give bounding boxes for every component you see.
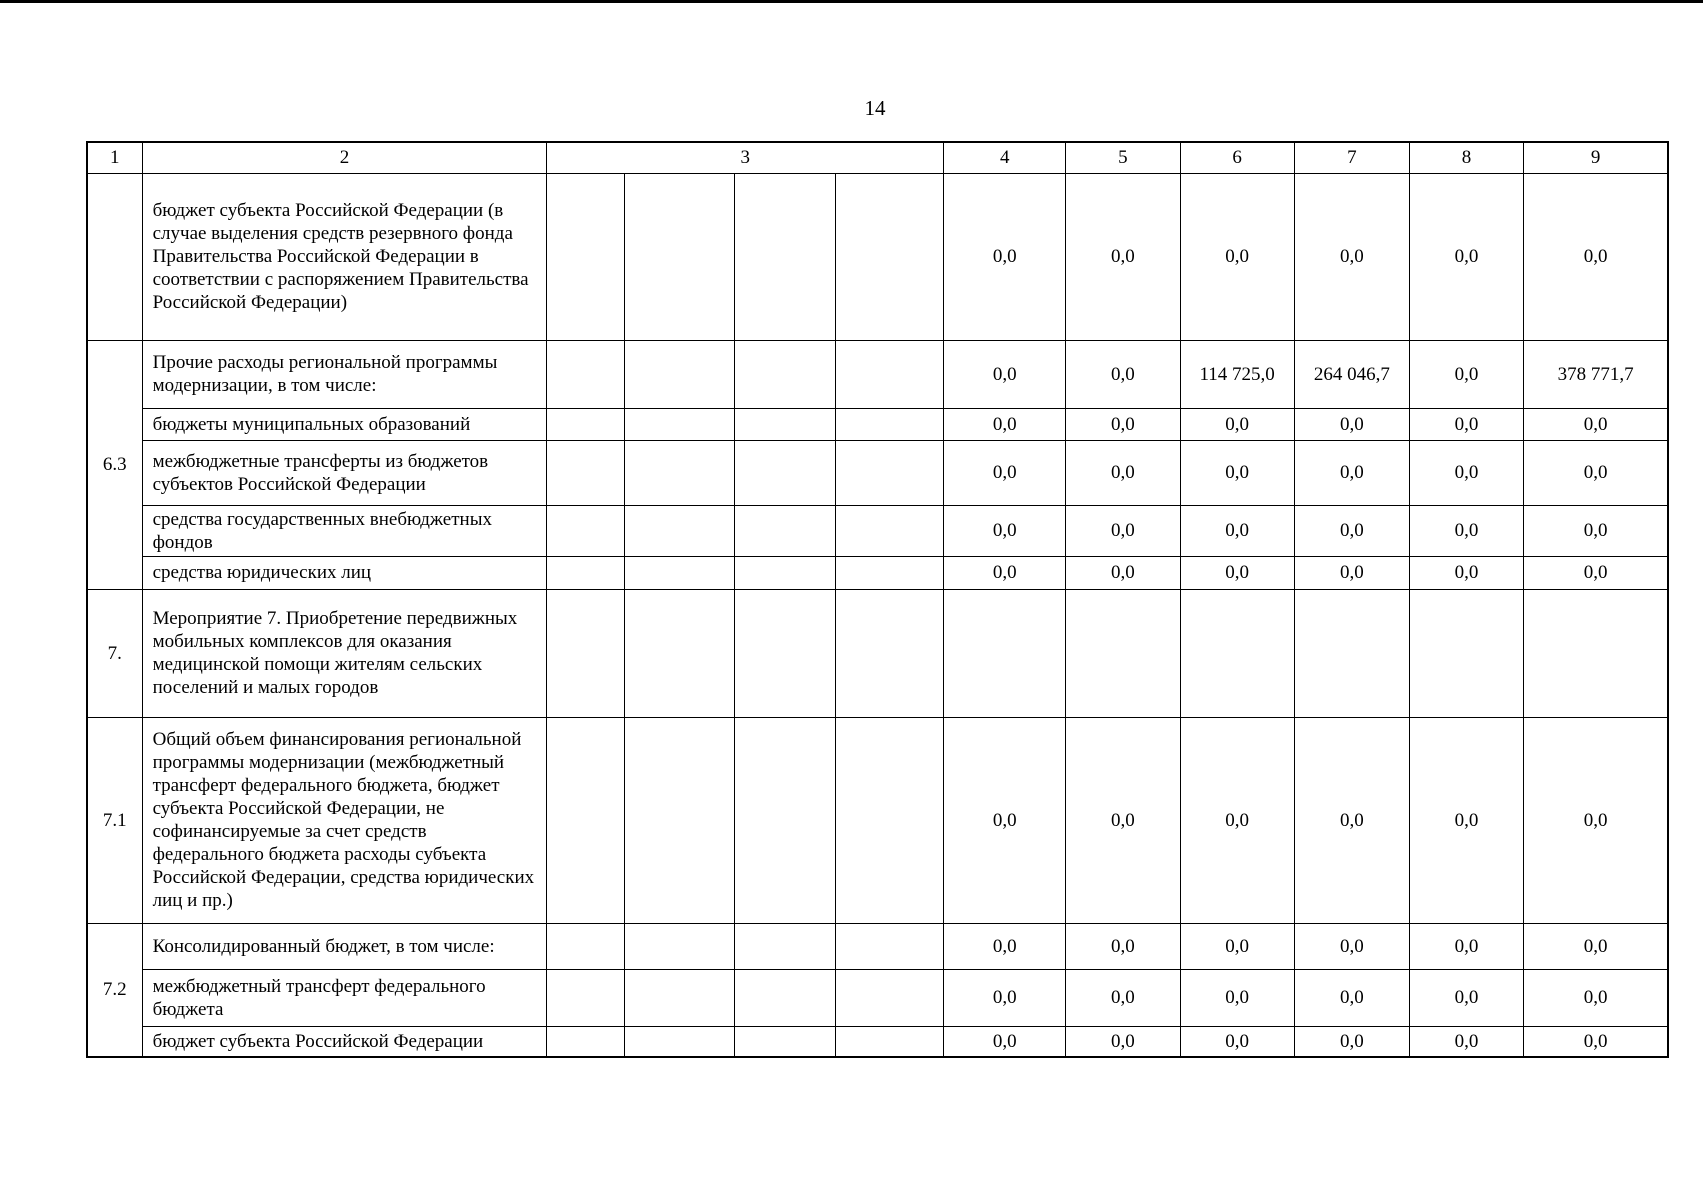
row-description: бюджет субъекта Российской Федерации (в случае выделения средств резервного фонда Правительства Российской Федерации в соответствии с распоряжением Правительства Российской Федерации): [142, 173, 547, 340]
table-row: [87, 340, 1668, 408]
value-cell: 0,0: [1180, 923, 1294, 969]
header-cell: 5: [1066, 142, 1180, 173]
value-cell: 0,0: [1294, 556, 1409, 589]
header-cell: 6: [1180, 142, 1294, 173]
header-cell: 9: [1524, 142, 1668, 173]
empty-cell: [624, 408, 734, 440]
value-cell: 0,0: [1180, 505, 1294, 556]
table-row: [87, 1026, 1668, 1057]
financing-table: [86, 141, 1669, 1058]
row-description: средства государственных внебюджетных фондов: [142, 505, 547, 556]
value-cell: 0,0: [1409, 173, 1523, 340]
row-description: Общий объем финансирования региональной программы модернизации (межбюджетный трансферт федерального бюджета, бюджет субъекта Российской Федерации, не софинансируемые за счет средств федерального бюджета расходы субъекта Российской Федерации, средства юридических лиц и пр.): [142, 717, 547, 923]
empty-cell: [547, 589, 624, 717]
empty-cell: [624, 969, 734, 1026]
value-cell: 0,0: [1180, 1026, 1294, 1057]
empty-cell: [547, 408, 624, 440]
value-cell: 0,0: [1409, 340, 1523, 408]
value-cell: 0,0: [1294, 717, 1409, 923]
value-cell: [1180, 589, 1294, 717]
value-cell: 0,0: [1066, 1026, 1180, 1057]
empty-cell: [734, 556, 835, 589]
value-cell: 0,0: [944, 923, 1066, 969]
value-cell: 0,0: [1409, 1026, 1523, 1057]
row-number: 7.2: [87, 923, 142, 1057]
value-cell: 0,0: [1409, 408, 1523, 440]
value-cell: 0,0: [1066, 340, 1180, 408]
empty-cell: [547, 717, 624, 923]
empty-cell: [624, 1026, 734, 1057]
value-cell: 0,0: [1409, 440, 1523, 505]
value-cell: 0,0: [1066, 556, 1180, 589]
empty-cell: [547, 1026, 624, 1057]
empty-cell: [547, 340, 624, 408]
empty-cell: [835, 1026, 943, 1057]
value-cell: 0,0: [944, 440, 1066, 505]
table-row: [87, 173, 1668, 340]
value-cell: 0,0: [1294, 505, 1409, 556]
empty-cell: [835, 340, 943, 408]
value-cell: 264 046,7: [1294, 340, 1409, 408]
empty-cell: [624, 173, 734, 340]
empty-cell: [734, 440, 835, 505]
empty-cell: [734, 340, 835, 408]
empty-cell: [835, 923, 943, 969]
empty-cell: [624, 440, 734, 505]
empty-cell: [734, 717, 835, 923]
value-cell: 0,0: [1409, 923, 1523, 969]
value-cell: 0,0: [944, 340, 1066, 408]
value-cell: 0,0: [1180, 556, 1294, 589]
row-description: межбюджетные трансферты из бюджетов субъектов Российской Федерации: [142, 440, 547, 505]
value-cell: 0,0: [944, 717, 1066, 923]
value-cell: 114 725,0: [1180, 340, 1294, 408]
value-cell: 0,0: [944, 173, 1066, 340]
value-cell: 0,0: [1409, 969, 1523, 1026]
value-cell: 0,0: [1180, 173, 1294, 340]
value-cell: 0,0: [1180, 440, 1294, 505]
value-cell: 0,0: [1294, 173, 1409, 340]
empty-cell: [624, 505, 734, 556]
value-cell: [1294, 589, 1409, 717]
row-description: средства юридических лиц: [142, 556, 547, 589]
empty-cell: [547, 556, 624, 589]
value-cell: 0,0: [1524, 505, 1668, 556]
row-description: Прочие расходы региональной программы модернизации, в том числе:: [142, 340, 547, 408]
value-cell: 0,0: [1066, 717, 1180, 923]
value-cell: 0,0: [944, 556, 1066, 589]
table-row: [87, 505, 1668, 556]
value-cell: 0,0: [1066, 923, 1180, 969]
value-cell: 0,0: [1524, 173, 1668, 340]
value-cell: 0,0: [1294, 923, 1409, 969]
value-cell: 0,0: [1294, 969, 1409, 1026]
value-cell: 0,0: [1180, 717, 1294, 923]
row-description: межбюджетный трансферт федерального бюджета: [142, 969, 547, 1026]
value-cell: [1524, 589, 1668, 717]
table-row: [87, 717, 1668, 923]
empty-cell: [734, 408, 835, 440]
empty-cell: [547, 969, 624, 1026]
table-row: [87, 408, 1668, 440]
empty-cell: [734, 1026, 835, 1057]
empty-cell: [734, 969, 835, 1026]
header-cell: 1: [87, 142, 142, 173]
empty-cell: [624, 717, 734, 923]
empty-cell: [734, 173, 835, 340]
empty-cell: [835, 556, 943, 589]
value-cell: 378 771,7: [1524, 340, 1668, 408]
header-cell: 8: [1409, 142, 1523, 173]
row-description: Мероприятие 7. Приобретение передвижных мобильных комплексов для оказания медицинской помощи жителям сельских поселений и малых городов: [142, 589, 547, 717]
row-number: 7.: [87, 589, 142, 717]
header-cell: 7: [1294, 142, 1409, 173]
table-row: [87, 440, 1668, 505]
empty-cell: [835, 408, 943, 440]
empty-cell: [835, 173, 943, 340]
value-cell: [1066, 589, 1180, 717]
table-row: [87, 969, 1668, 1026]
value-cell: 0,0: [1409, 505, 1523, 556]
header-cell: 3: [547, 142, 944, 173]
empty-cell: [547, 505, 624, 556]
table-row: [87, 589, 1668, 717]
value-cell: 0,0: [1524, 440, 1668, 505]
row-description: Консолидированный бюджет, в том числе:: [142, 923, 547, 969]
row-number: 7.1: [87, 717, 142, 923]
value-cell: 0,0: [1294, 440, 1409, 505]
value-cell: [1409, 589, 1523, 717]
value-cell: 0,0: [1524, 556, 1668, 589]
value-cell: 0,0: [944, 1026, 1066, 1057]
value-cell: 0,0: [1524, 717, 1668, 923]
empty-cell: [734, 589, 835, 717]
empty-cell: [624, 556, 734, 589]
row-description: бюджет субъекта Российской Федерации: [142, 1026, 547, 1057]
value-cell: 0,0: [1409, 717, 1523, 923]
empty-cell: [835, 589, 943, 717]
value-cell: 0,0: [1524, 923, 1668, 969]
table-row: [87, 923, 1668, 969]
value-cell: 0,0: [1294, 408, 1409, 440]
value-cell: 0,0: [944, 408, 1066, 440]
empty-cell: [835, 505, 943, 556]
value-cell: 0,0: [944, 505, 1066, 556]
header-cell: 4: [944, 142, 1066, 173]
empty-cell: [835, 969, 943, 1026]
scan-top-edge: [0, 0, 1703, 3]
row-description: бюджеты муниципальных образований: [142, 408, 547, 440]
value-cell: 0,0: [1066, 440, 1180, 505]
empty-cell: [734, 923, 835, 969]
value-cell: 0,0: [1524, 969, 1668, 1026]
empty-cell: [547, 173, 624, 340]
table-header-row: [87, 142, 1668, 173]
empty-cell: [835, 440, 943, 505]
row-number: [87, 173, 142, 340]
value-cell: 0,0: [1066, 969, 1180, 1026]
empty-cell: [547, 440, 624, 505]
empty-cell: [547, 923, 624, 969]
table-row: [87, 556, 1668, 589]
empty-cell: [624, 340, 734, 408]
value-cell: 0,0: [1294, 1026, 1409, 1057]
page-number: 14: [864, 96, 886, 120]
empty-cell: [624, 589, 734, 717]
empty-cell: [624, 923, 734, 969]
empty-cell: [835, 717, 943, 923]
value-cell: 0,0: [1180, 408, 1294, 440]
row-number: 6.3: [87, 340, 142, 589]
value-cell: [944, 589, 1066, 717]
value-cell: 0,0: [1524, 408, 1668, 440]
value-cell: 0,0: [1409, 556, 1523, 589]
header-cell: 2: [142, 142, 547, 173]
value-cell: 0,0: [1066, 408, 1180, 440]
value-cell: 0,0: [944, 969, 1066, 1026]
empty-cell: [734, 505, 835, 556]
value-cell: 0,0: [1180, 969, 1294, 1026]
value-cell: 0,0: [1066, 173, 1180, 340]
value-cell: 0,0: [1524, 1026, 1668, 1057]
value-cell: 0,0: [1066, 505, 1180, 556]
